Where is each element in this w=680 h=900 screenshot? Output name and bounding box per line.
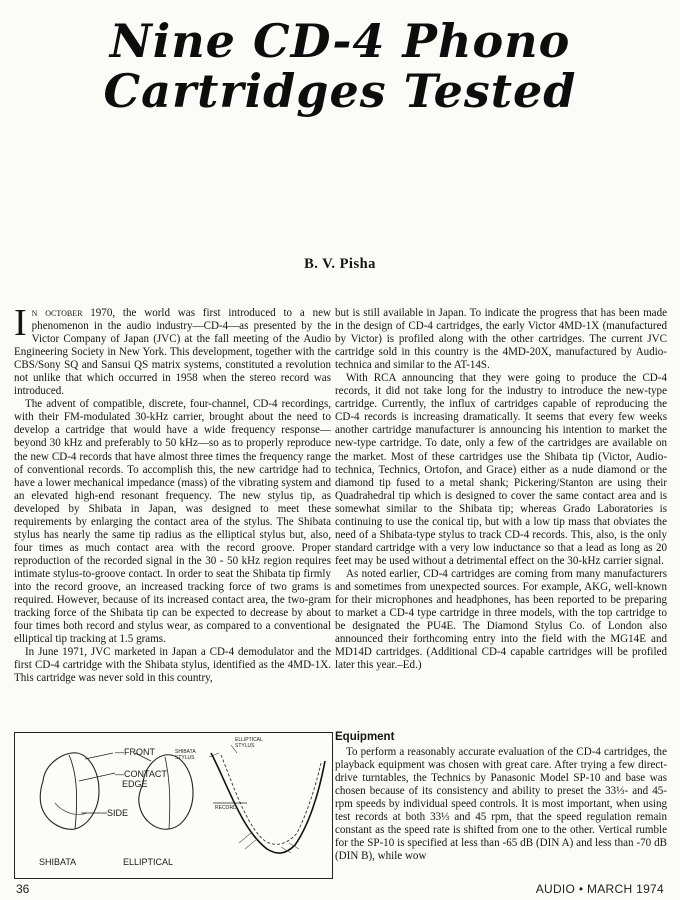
paragraph-progress: but is still available in Japan. To indicate the progress that has been made in the design of CD-4 cartridges, the early Victor 4MD-1X (manufactured by Victor) is profiled along with the other cartridges. The current JVC cartridge sold in this country is the 4MD-20X, manufactured by Audio-technica and similar to the AT-14S.	[335, 307, 667, 372]
elliptical-stylus-shape	[139, 755, 193, 829]
label-shibata: SHIBATA	[39, 857, 77, 867]
equipment-column	[335, 746, 667, 863]
right-column	[335, 307, 667, 672]
label-elliptical-stylus: ELLIPTICAL STYLUS	[235, 737, 263, 749]
label-contact-edge: —CONTACT EDGE	[115, 769, 167, 789]
elliptical-contact-line	[165, 757, 170, 829]
drop-cap: I	[14, 302, 27, 344]
paragraph-equipment: To perform a reasonably accurate evaluation of the CD-4 cartridges, the playback equipment was chosen with great care. After trying a few direct-drive turntables, the Technics by Panasonic Model SP-10 and base was chosen because of its consistency and ability to preset the 33⅓- and 45-rpm speeds by individual speed controls. It is most important, when using test records at both 33⅓ and 45 rpm, that the speed regulation remain constant as the speed rate is shifted from one to the other. Vertical rumble for the SP-10 is specified at less than -65 dB (DIN A) and less than -70 dB (DIN B), while wow	[335, 746, 667, 863]
intro-text: 1970, the world was first introduced to a new phenomenon in the audio industry—CD-4—as presented by the Victor Company of Japan (JVC) at the fall meeting of the Audio Engineering Society in New York. This development, together with the CBS/Sony SQ and Sansui QS matrix systems, constituted a revolution not unlike that which occurred in 1958 when the stereo record was introduced.	[14, 307, 331, 398]
left-column	[14, 302, 331, 685]
stylus-profile-dashed	[221, 755, 321, 844]
shibata-stylus-shape	[40, 753, 99, 829]
paragraph-cd4-advent: The advent of compatible, discrete, four-channel, CD-4 recordings, with their FM-modulated 30-kHz carrier, brought about the need to develop a cartridge that would have a wide frequency response—beyond 30 kHz and preferably to 50 kHz—so as to properly reproduce the new CD-4 records that have almost three times the frequency range of conventional records. To accomplish this, the new cartridge had to have a lower mechanical impedance (mass) of the vibrating system and an elevated high-end resonant frequency. The new stylus tip, as developed by Shibata in Japan, was designed to meet these requirements by enlarging the contact area of the stylus. The Shibata stylus has nearly the same tip radius as the elliptical stylus but, also, four times as much contact area with the record groove. Proper reproduction of the recorded signal in the 30 - 50 kHz region requires intimate stylus-to-groove contact. In order to seat the Shibata tip firmly into the record groove, an increased tracking force of two grams is required. However, because of its increased contact area, the two-gram tracking force of the Shibata tip can be expected to decrease by about four times both record and stylus wear, as compared to a conventional elliptical tip tracking at 1.5 grams.	[14, 398, 331, 646]
magazine-issue: AUDIO • MARCH 1974	[535, 882, 664, 896]
shibata-contact-edge	[69, 755, 77, 829]
front-pointer-line	[85, 753, 113, 759]
label-side: SIDE	[107, 808, 129, 818]
label-shibata-stylus: SHIBATA STYLUS	[175, 749, 196, 761]
paragraph-jvc-june-1971: In June 1971, JVC marketed in Japan a CD-4 demodulator and the first CD-4 cartridge with the Shibata stylus, identified as the 4MD-1X. This cartridge was never sold in this country,	[14, 646, 331, 685]
article-title-line-2: Cartridges Tested	[103, 64, 577, 118]
label-record: RECORD	[215, 805, 237, 811]
section-heading-equipment: Equipment	[335, 731, 395, 743]
page-number: 36	[16, 882, 30, 896]
author-byline: B. V. Pisha	[304, 256, 376, 272]
article-title-line-1: Nine CD-4 Phono	[109, 14, 571, 68]
label-elliptical: ELLIPTICAL	[123, 857, 174, 867]
paragraph-rca: With RCA announcing that they were going to produce the CD-4 records, it did not take long for the industry to introduce the new-type cartridge. Currently, the influx of cartridges capable of reproducing the CD-4 records is increasing dramatically. It seems that every few weeks another cartridge manufacturer is announcing his intention to market the new-type cartridge. To date, only a few of the cartridges are available on the market. Most of these cartridges use the Shibata tip (Victor, Audio-technica, Technics, Ortofon, and Grace) either as a nude diamond or the diamond tip fused to a metal shank; Pickering/Stanton are using their Quadrahedral tip which is designed to cover the same contact area and is somewhat similar to the Shibata tip; whereas Grado Laboratories is continuing to use the conical tip, but with a low tip mass that obviates the need of a Shibata-type stylus to track CD-4 records. This, also, is the only standard cartridge with a very low inductance so that a lead as long as 20 feet may be used without a detrimental effect on the 30-kHz carrier signal.	[335, 372, 667, 567]
stylus-diagram	[14, 732, 333, 879]
paragraph-manufacturers: As noted earlier, CD-4 cartridges are coming from many manufacturers and sometimes from unexpected sources. For example, AKG, well-known for their microphones and headphones, has been reported to be preparing to market a CD-4 type cartridge in three models, with the top cartridge to be designated the PU4E. The Diamond Stylus Co. of London also announced their forthcoming entry into the field with the MG14E and MD14D cartridges. (Additional CD-4 capable cartridges will be profiled later this year.–Ed.)	[335, 567, 667, 672]
paragraph-intro	[14, 302, 331, 398]
opening-small-caps: n october	[31, 307, 83, 319]
label-front: —FRONT	[115, 747, 155, 757]
